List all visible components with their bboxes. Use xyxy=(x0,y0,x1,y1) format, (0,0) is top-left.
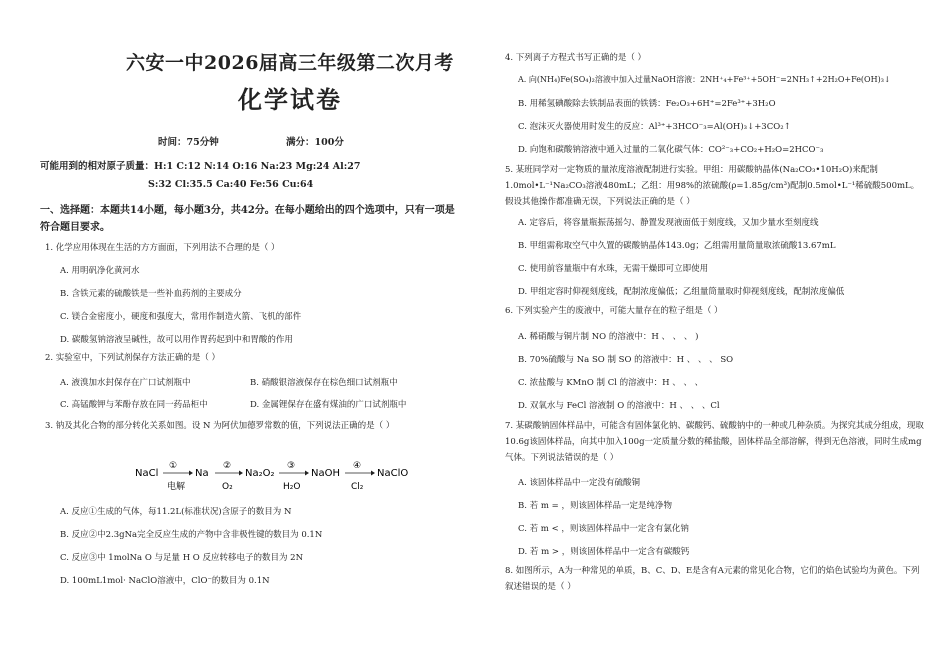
diagram-step-2-condition: O₂ xyxy=(222,482,233,492)
diagram-step-3-number: ③ xyxy=(287,461,296,471)
diagram-step-1-condition: 电解 xyxy=(167,482,186,492)
diagram-species-na: Na xyxy=(195,468,209,479)
question-3-option-b[interactable]: B. 反应②中2.3gNa完全反应生成的产物中含非极性键的数目为 0.1N xyxy=(60,530,323,540)
section-heading: 一、选择题：本题共14小题，每小题3分，共42分。在每小题给出的四个选项中，只有一项是符合题目要求。 xyxy=(40,205,455,233)
diagram-arrowhead-2 xyxy=(239,471,243,476)
question-7-option-b[interactable]: B. 若 m = ，则该固体样品一定是纯净物 xyxy=(518,501,672,511)
question-6-option-a[interactable]: A. 稀硝酸与铜片制 NO 的溶液中：H 、 、 、 ) xyxy=(518,332,699,342)
diagram-species-nacl: NaCl xyxy=(135,468,159,479)
diagram-arrowhead-4 xyxy=(371,471,375,476)
question-6-stem: 6. 下列实验产生的废液中，可能大量存在的粒子组是（ ） xyxy=(505,306,723,316)
question-7-option-a[interactable]: A. 该固体样品中一定没有硫酸铜 xyxy=(518,478,641,488)
question-4-option-d[interactable]: D. 向饱和碳酸钠溶液中通入过量的二氧化碳气体：CO²⁻₃+CO₂+H₂O=2HCO⁻₃ xyxy=(518,145,824,155)
diagram-step-2-number: ② xyxy=(223,461,232,471)
subject-title: 化学试卷 xyxy=(238,85,342,114)
diagram-species-na2o2: Na₂O₂ xyxy=(245,468,275,479)
question-5-option-c[interactable]: C. 使用前容量瓶中有水珠，无需干燥即可立即使用 xyxy=(518,264,709,274)
diagram-step-4-number: ④ xyxy=(353,461,362,471)
question-7-stem: 7. 某碳酸钠固体样品中，可能含有固体氯化钠、碳酸钙、硫酸钠中的一种或几种杂质。为探究其成分组成，现取10.6g该固体样品，向其中加入100g一定质量分数的稀盐酸，固体样品全部溶解，得到无色溶液，同时生成mg气体。下列说法错误的是（ ） xyxy=(505,421,924,463)
question-6-option-b[interactable]: B. 70%硫酸与 Na SO 制 SO 的溶液中：H 、 、 、 SO xyxy=(518,355,734,365)
question-1-stem: 1. 化学应用体现在生活的方方面面，下列用法不合理的是（ ） xyxy=(45,243,280,253)
sodium-conversion-diagram xyxy=(135,458,415,498)
diagram-species-naoh: NaOH xyxy=(311,468,340,479)
school-title: 六安一中2026届高三年级第二次月考 xyxy=(126,52,454,74)
question-3-option-d[interactable]: D. 100mL1mol· NaClO溶液中，ClO⁻的数目为 0.1N xyxy=(60,576,270,586)
question-1-option-c[interactable]: C. 镁合金密度小，硬度和强度大，常用作制造火箭、飞机的部件 xyxy=(60,312,302,322)
question-6-option-c[interactable]: C. 浓盐酸与 KMnO 制 Cl 的溶液中：H 、 、 、 xyxy=(518,378,704,388)
question-3-option-c[interactable]: C. 反应③中 1molNa O 与足量 H O 反应转移电子的数目为 2N xyxy=(60,553,304,563)
question-4-option-a[interactable]: A. 向(NH₄)Fe(SO₄)₂溶液中加入过量NaOH溶液：2NH⁺₄+Fe³⁺+5OH⁻=2NH₃↑+2H₂O+Fe(OH)₃↓ xyxy=(518,75,891,84)
question-7-option-d[interactable]: D. 若 m > ，则该固体样品中一定含有碳酸钙 xyxy=(518,547,690,557)
exam-score: 满分：100分 xyxy=(286,137,344,148)
question-7-option-c[interactable]: C. 若 m < ，则该固体样品中一定含有氯化钠 xyxy=(518,524,689,534)
diagram-step-3-condition: H₂O xyxy=(283,482,301,492)
question-4-option-b[interactable]: B. 用稀氢碘酸除去铁制品表面的铁锈：Fe₂O₃+6H⁺=2Fe³⁺+3H₂O xyxy=(518,99,776,109)
question-5-option-b[interactable]: B. 甲组需称取空气中久置的碳酸钠晶体143.0g；乙组需用量筒量取浓硫酸13.67mL xyxy=(518,241,836,251)
diagram-arrowhead-3 xyxy=(305,471,309,476)
question-5-stem: 5. 某班同学对一定物质的量浓度溶液配制进行实验。甲组：用碳酸钠晶体(Na₂CO₃•10H₂O)来配制1.0mol•L⁻¹Na₂CO₃溶液480mL；乙组：用98%的浓硫酸(ρ=1.85g/cm³)配制0.5mol•L⁻¹稀硫酸500mL。假设其他操作都准确无误，下列说法正确的是（ ） xyxy=(505,165,920,207)
diagram-step-4-condition: Cl₂ xyxy=(351,482,364,492)
atomic-mass-line2: S:32 Cl:35.5 Ca:40 Fe:56 Cu:64 xyxy=(148,179,314,190)
question-1-option-b[interactable]: B. 含铁元素的硫酸铁是一些补血药剂的主要成分 xyxy=(60,289,242,299)
question-4-option-c[interactable]: C. 泡沫灭火器使用时发生的反应：Al³⁺+3HCO⁻₃=Al(OH)₃↓+3CO₂↑ xyxy=(518,122,791,132)
diagram-species-naclo: NaClO xyxy=(377,468,409,479)
question-2-option-d[interactable]: D. 金属锂保存在盛有煤油的广口试剂瓶中 xyxy=(250,400,407,410)
diagram-arrowhead-1 xyxy=(189,471,193,476)
question-5-option-a[interactable]: A. 定容后，将容量瓶振荡摇匀、静置发现液面低于刻度线，又加少量水至刻度线 xyxy=(518,218,819,228)
question-2-stem: 2. 实验室中，下列试剂保存方法正确的是（ ） xyxy=(45,353,221,363)
question-1-option-d[interactable]: D. 碳酸氢钠溶液呈碱性，故可以用作胃药起到中和胃酸的作用 xyxy=(60,335,293,345)
question-2-option-a[interactable]: A. 液溴加水封保存在广口试剂瓶中 xyxy=(60,378,191,388)
question-3-stem: 3. 钠及其化合物的部分转化关系如图。设 N 为阿伏加德罗常数的值，下列说法正确的是（ ） xyxy=(45,421,395,431)
question-8-stem: 8. 如图所示，A为一种常见的单质，B、C、D、E是含有A元素的常见化合物，它们的焰色试验均为黄色。下列叙述错误的是（ ） xyxy=(505,566,920,592)
question-2-option-b[interactable]: B. 硝酸银溶液保存在棕色细口试剂瓶中 xyxy=(250,378,398,388)
question-6-option-d[interactable]: D. 双氧水与 FeCl 溶液制 O 的溶液中：H 、 、 、Cl xyxy=(518,401,720,411)
question-5-option-d[interactable]: D. 甲组定容时仰视刻度线，配制浓度偏低；乙组量筒量取时仰视刻度线，配制浓度偏低 xyxy=(518,287,845,297)
atomic-mass-line1: 可能用到的相对原子质量：H:1 C:12 N:14 O:16 Na:23 Mg:24 Al:27 xyxy=(40,161,361,172)
question-3-option-a[interactable]: A. 反应①生成的气体，每11.2L(标准状况)含原子的数目为 N xyxy=(60,507,292,517)
question-2-option-c[interactable]: C. 高锰酸钾与苯酚存放在同一药品柜中 xyxy=(60,400,208,410)
question-1-option-a[interactable]: A. 用明矾净化黄河水 xyxy=(60,266,140,276)
question-4-stem: 4. 下列离子方程式书写正确的是（ ） xyxy=(505,53,647,63)
diagram-step-1-number: ① xyxy=(169,461,178,471)
exam-time: 时间：75分钟 xyxy=(158,137,219,148)
